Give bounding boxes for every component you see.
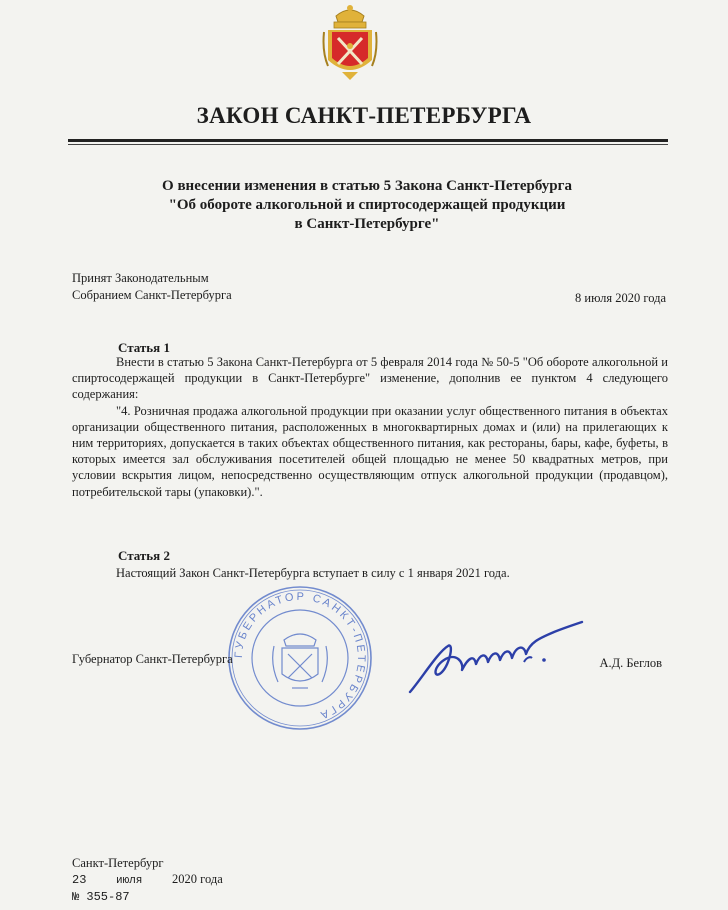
governor-name: А.Д. Беглов [599, 656, 662, 670]
footer-month: июля [116, 875, 143, 887]
footer-date [72, 871, 223, 889]
article-2-heading: Статья 2 [118, 548, 170, 563]
article-1-quote: "4. Розничная продажа алкогольной продукции при оказании услуг общественного питания в объектах организации общественного питания, расположенных в многоквартирных домах и (или) на прилегающих к ним территориях, допускается в таких объектах общественного питания, как рестораны, бары, кафе, буфеты, в которых имеется зал обслуживания посетителей общей площадью не менее 50 квадратных метров, при условии вскрытия лицом, непосредственно осуществляющим отпуск алкогольной продукции (продавцом), потребительской тары (упаковки).". [72, 403, 668, 499]
footer-city: Санкт-Петербург [72, 856, 164, 870]
seal-ring-text: ГУБЕРНАТОР САНКТ-ПЕТЕРБУРГА [232, 590, 368, 722]
title-rule-thin [68, 144, 668, 145]
adoption-note [72, 270, 232, 304]
adoption-line: Собранием Санкт-Петербурга [72, 288, 232, 302]
article-1-intro: Внести в статью 5 Закона Санкт-Петербурга от 5 февраля 2014 года № 50-5 "Об обороте алкогольной и спиртосодержащей продукции в Санкт-Петербурге" изменение, дополнив ее пунктом 4 следующего содержания: [72, 355, 668, 402]
title-rule-thick [68, 139, 668, 142]
adoption-date: 8 июля 2020 года [575, 291, 666, 305]
document-footer [72, 855, 223, 905]
official-seal-stamp [226, 584, 374, 732]
footer-day: 23 [72, 873, 87, 887]
footer-number: № 355-87 [72, 890, 130, 904]
article-2-body: Настоящий Закон Санкт-Петербурга вступает в силу с 1 января 2021 года. [116, 566, 510, 580]
subtitle-line: О внесении изменения в статью 5 Закона Санкт-Петербурга [162, 178, 572, 194]
law-title: ЗАКОН САНКТ-ПЕТЕРБУРГА [196, 103, 532, 128]
handwritten-signature [404, 614, 584, 704]
law-subtitle [100, 177, 634, 234]
article-1-heading: Статья 1 [118, 340, 170, 355]
article-1-body [72, 354, 668, 500]
subtitle-line: в Санкт-Петербурге" [294, 216, 440, 232]
governor-title: Губернатор Санкт-Петербурга [72, 652, 233, 666]
adoption-line: Принят Законодательным [72, 271, 209, 285]
coat-of-arms-emblem [322, 2, 378, 82]
footer-year: 2020 года [172, 872, 223, 886]
subtitle-line: "Об обороте алкогольной и спиртосодержащей продукции [168, 197, 566, 213]
